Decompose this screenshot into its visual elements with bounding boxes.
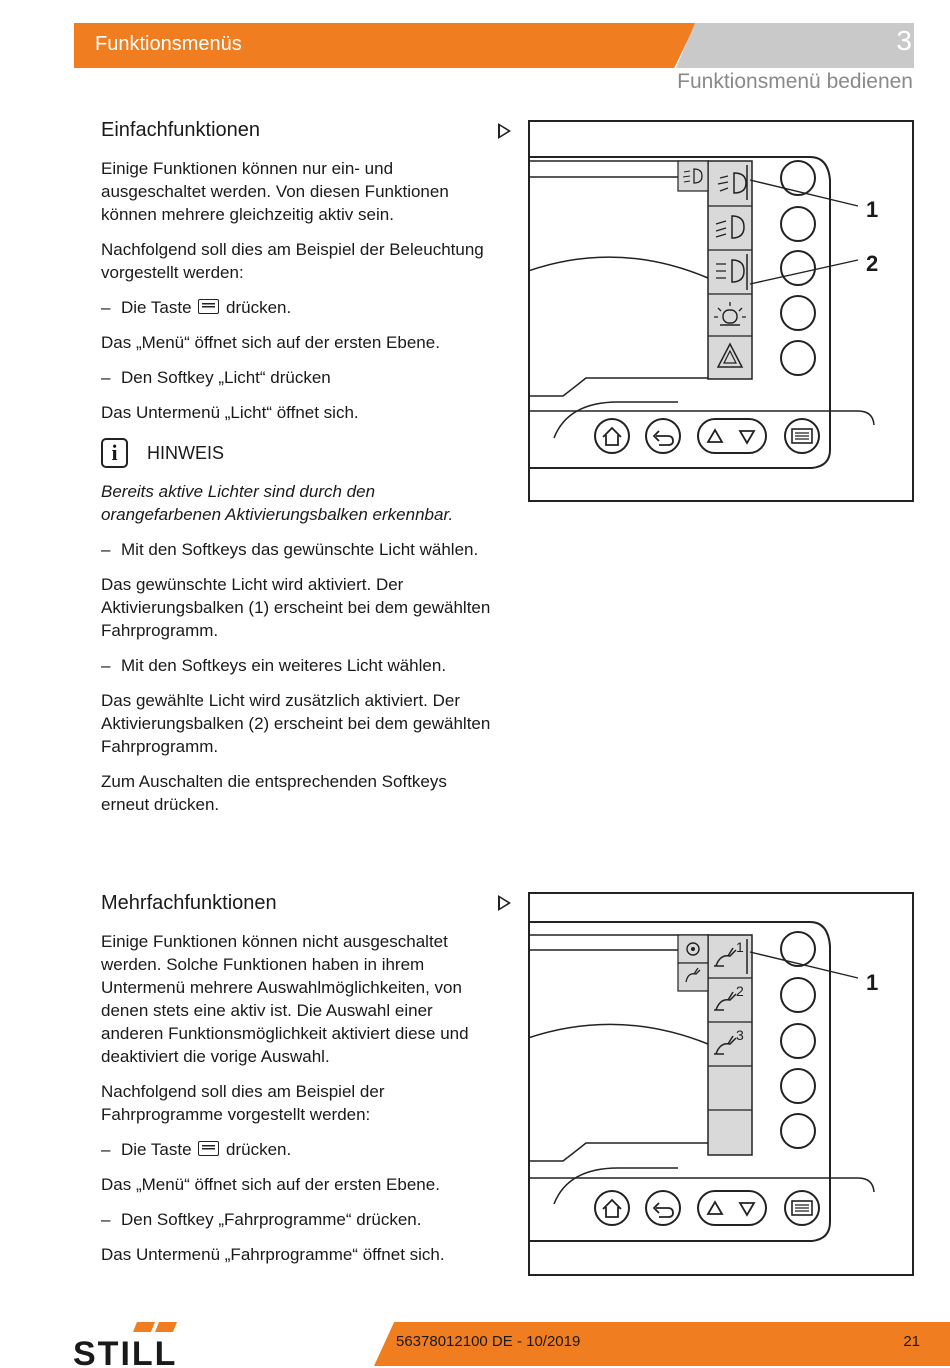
instruction-step: – Den Softkey „Fahrprogramme“ drücken. xyxy=(101,1210,422,1229)
paragraph: Das Untermenü „Fahrprogramme“ öffnet sich. xyxy=(101,1245,445,1264)
paragraph: Nachfolgend soll dies am Beispiel der Fahrprogramme vorgestellt werden: xyxy=(101,1082,385,1124)
section-einfachfunktionen xyxy=(101,117,491,828)
svg-text:3: 3 xyxy=(736,1027,744,1043)
document-number: 56378012100 DE - 10/2019 xyxy=(396,1333,581,1350)
instruction-step: – Mit den Softkeys ein weiteres Licht wählen. xyxy=(101,656,447,675)
svg-text:STILL: STILL xyxy=(73,1335,178,1366)
still-logo xyxy=(73,1322,233,1366)
section-mehrfachfunktionen xyxy=(101,890,491,1278)
svg-text:2: 2 xyxy=(736,983,744,999)
information-icon: i xyxy=(101,438,128,468)
back-icon xyxy=(646,419,680,453)
chapter-number: 3 xyxy=(896,25,912,56)
paragraph: Nachfolgend soll dies am Beispiel der Beleuchtung vorgestellt werden: xyxy=(101,240,484,282)
paragraph: Einige Funktionen können nur ein- und ausgeschaltet werden. Von diesen Funktionen können mehrere gleichzeitig aktiv sein. xyxy=(101,159,449,224)
paragraph: Das gewünschte Licht wird aktiviert. Der Aktivierungsbalken (1) erscheint bei dem gewählten Fahrprogramm. xyxy=(101,575,491,640)
menu-icon xyxy=(785,1191,819,1225)
callout-2: 2 xyxy=(866,251,879,276)
paragraph: Das gewählte Licht wird zusätzlich aktiviert. Der Aktivierungsbalken (2) erscheint bei dem gewählten Fahrprogramm. xyxy=(101,691,491,756)
section-title: Funktionsmenüs xyxy=(95,33,242,55)
paragraph: Das „Menü“ öffnet sich auf der ersten Ebene. xyxy=(101,333,440,352)
paragraph: Das „Menü“ öffnet sich auf der ersten Ebene. xyxy=(101,1175,440,1194)
instruction-step: – Den Softkey „Licht“ drücken xyxy=(101,368,331,387)
menu-icon xyxy=(785,419,819,453)
header-chapter-bar xyxy=(676,23,914,68)
note-text: Bereits aktive Lichter sind durch den orangefarbenen Aktivierungsbalken erkennbar. xyxy=(101,482,454,524)
figure-pointer-icon xyxy=(498,895,511,911)
instruction-step: – Mit den Softkeys das gewünschte Licht wählen. xyxy=(101,540,479,559)
callout-1: 1 xyxy=(866,197,879,222)
home-icon xyxy=(595,419,629,453)
instruction-step: – Die Taste drücken. xyxy=(101,298,292,317)
back-icon xyxy=(646,1191,680,1225)
instruction-step: – Die Taste drücken. xyxy=(101,1140,292,1159)
menu-key-icon xyxy=(198,1141,219,1156)
display-figure-lights xyxy=(528,120,914,502)
section-heading: Mehrfachfunktionen xyxy=(101,892,277,914)
note-label: HINWEIS xyxy=(147,442,225,463)
section-heading: Einfachfunktionen xyxy=(101,119,261,141)
home-icon xyxy=(595,1191,629,1225)
paragraph: Einige Funktionen können nicht ausgeschaltet werden. Solche Funktionen haben in ihrem Untermenü mehrere Auswahlmöglichkeiten, von denen stets eine aktiv ist. Die Auswahl einer anderen Funktionsmöglichkeit aktiviert diese und deaktiviert die vorige Auswahl. xyxy=(101,932,469,1066)
paragraph: Das Untermenü „Licht“ öffnet sich. xyxy=(101,403,359,422)
menu-key-icon xyxy=(198,299,219,314)
callout-1: 1 xyxy=(866,970,879,995)
figure-pointer-icon xyxy=(498,123,511,139)
page-number: 21 xyxy=(903,1333,920,1350)
svg-text:1: 1 xyxy=(736,939,744,955)
page-subtitle: Funktionsmenü bedienen xyxy=(677,70,913,93)
paragraph: Zum Auschalten die entsprechenden Softkeys erneut drücken. xyxy=(101,772,447,814)
display-figure-drive-programs xyxy=(528,892,914,1276)
note-header xyxy=(101,438,491,468)
